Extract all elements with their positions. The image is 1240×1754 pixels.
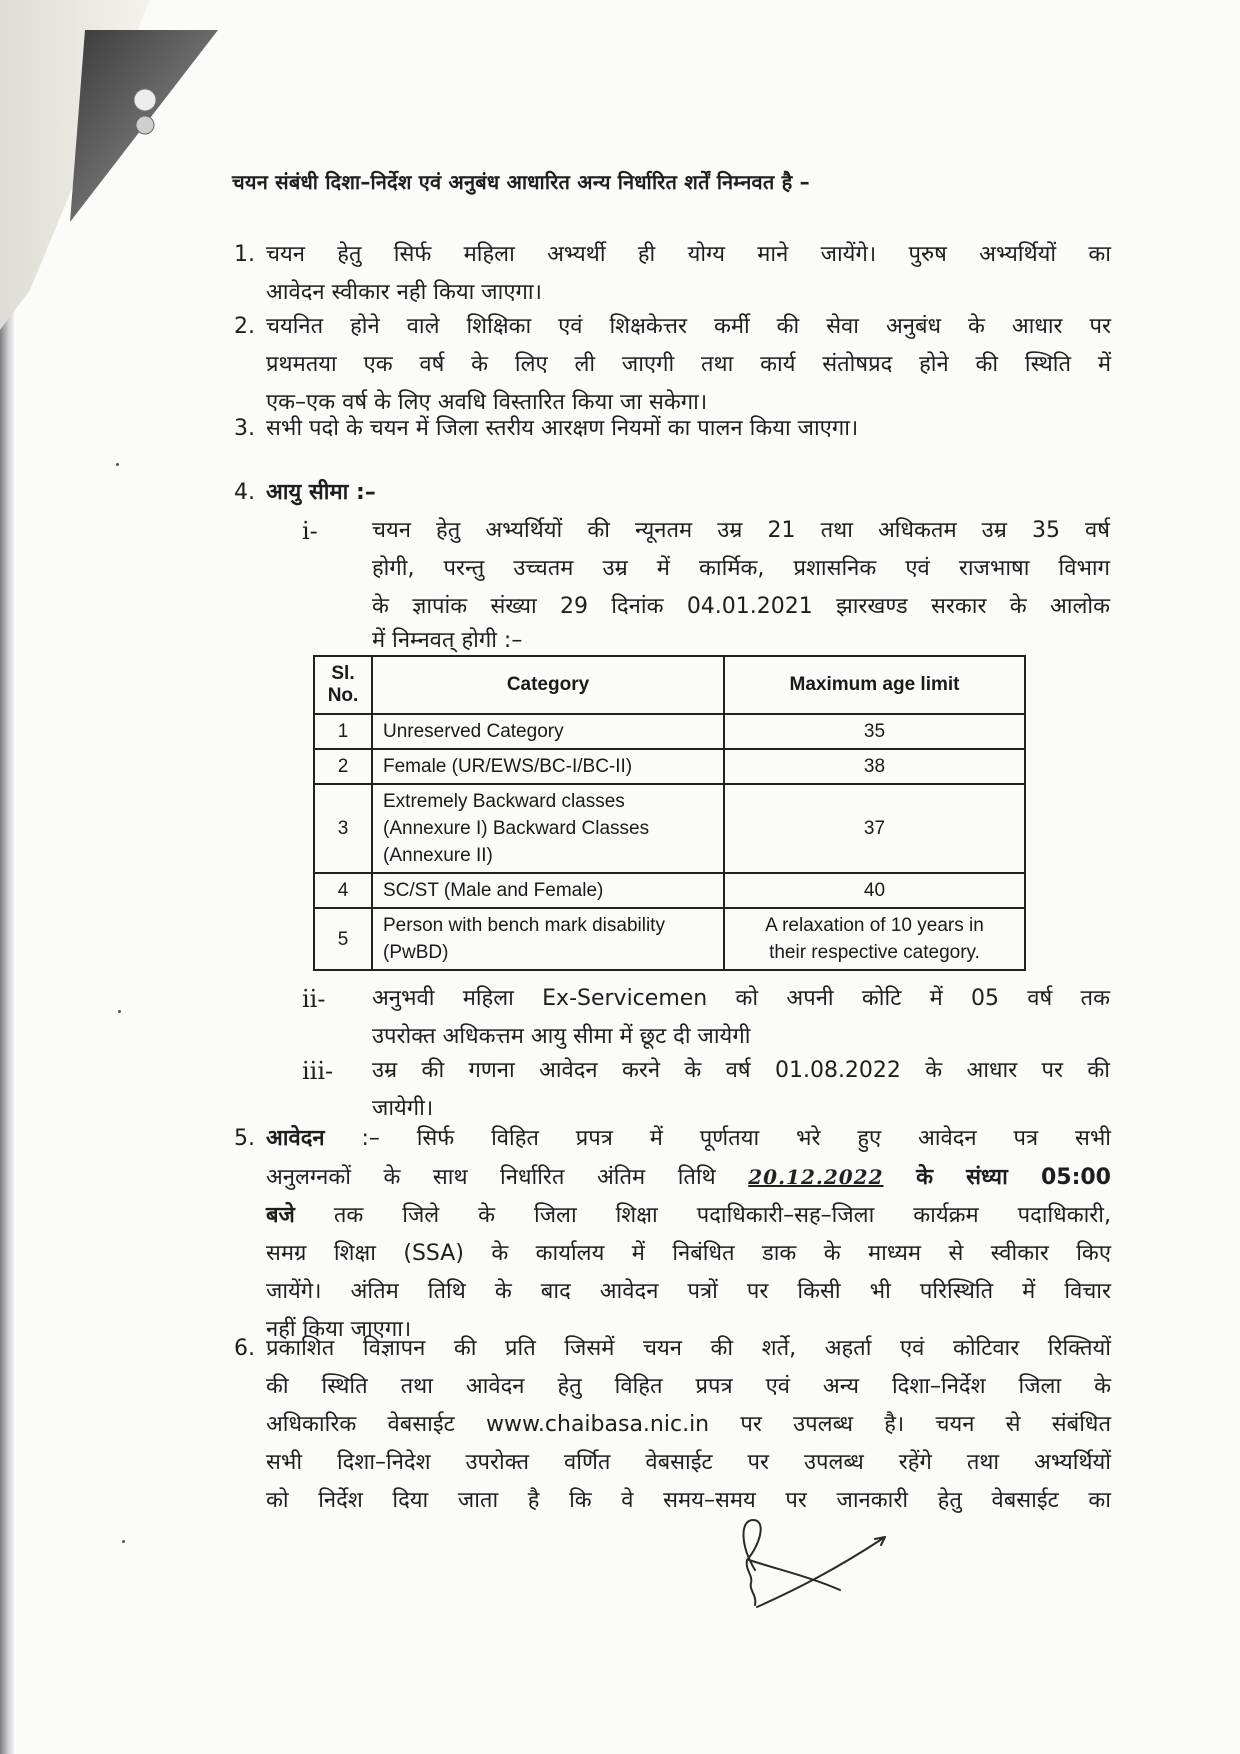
clause-number: 3. (234, 416, 255, 441)
clause-4-age-limit (234, 474, 1111, 512)
clause-line: चयन हेतु सिर्फ महिला अभ्यर्थी ही योग्य माने जायेंगे। पुरुष अभ्यर्थियों का (266, 242, 1111, 267)
subclause-iii (302, 1052, 1110, 1128)
clause-line: को निर्देश दिया जाता है कि वे समय–समय पर जानकारी हेतु वेबसाईट का (266, 1488, 1111, 1513)
clause-number: 1. (234, 242, 255, 267)
clause-line: जायेंगे। अंतिम तिथि के बाद आवेदन पत्रों पर किसी भी परिस्थिति में विचार (266, 1279, 1111, 1304)
clause-text: अनुलग्नकों के साथ निर्धारित अंतिम तिथि (266, 1165, 716, 1190)
subclause-line: में निम्नवत् होगी :– (372, 628, 523, 653)
clause-line (266, 1158, 1111, 1197)
clause-5-application (234, 1120, 1111, 1349)
cell-sl: 3 (314, 784, 372, 873)
cell-sl: 5 (314, 908, 372, 970)
cell-limit: 40 (724, 873, 1025, 908)
handwritten-last-date: 20.12.2022 (748, 1165, 884, 1189)
clause-line: चयनित होने वाले शिक्षिका एवं शिक्षकेत्तर कर्मी की सेवा अनुबंध के आधार पर (266, 314, 1111, 339)
clause-2 (234, 308, 1111, 422)
clause-line: समग्र शिक्षा (SSA) के कार्यालय में निबंधित डाक के माध्यम से स्वीकार किए (266, 1241, 1111, 1266)
subclause-line: अनुभवी महिला Ex-Servicemen को अपनी कोटि में 05 वर्ष तक (372, 986, 1110, 1011)
clause-number: 6. (234, 1336, 255, 1361)
subclause-line: के ज्ञापांक संख्या 29 दिनांक 04.01.2021 झारखण्ड सरकार के आलोक (372, 594, 1110, 619)
clause-number: 4. (234, 480, 255, 505)
table-row (314, 784, 1025, 873)
cell-limit-line: their respective category. (769, 942, 980, 963)
clause-line: सभी पदो के चयन में जिला स्तरीय आरक्षण नियमों का पालन किया जाएगा। (266, 416, 859, 441)
header-max-age: Maximum age limit (724, 656, 1025, 714)
clause-text: :– सिर्फ विहित प्रपत्र में पूर्णतया भरे हुए आवेदन पत्र सभी (361, 1126, 1111, 1151)
clause-1 (234, 236, 1111, 312)
cell-limit: 37 (724, 784, 1025, 873)
clause-number: 2. (234, 314, 255, 339)
clause-line: सभी दिशा–निदेश उपरोक्त वर्णित वेबसाईट पर उपलब्ध रहेंगे तथा अभ्यर्थियों (266, 1450, 1111, 1475)
clause-line (266, 1197, 1111, 1235)
cell-limit: 38 (724, 749, 1025, 784)
cell-category-line: Extremely Backward classes (383, 791, 625, 812)
subclause-line: होगी, परन्तु उच्चतम उम्र में कार्मिक, प्रशासनिक एवं राजभाषा विभाग (372, 556, 1110, 581)
clause-6-publication (234, 1330, 1111, 1520)
cell-category (372, 908, 724, 970)
cell-sl: 4 (314, 873, 372, 908)
clause-title: आवेदन (266, 1126, 325, 1151)
clause-3 (234, 410, 1111, 448)
clause-line: की स्थिति तथा आवेदन हेतु विहित प्रपत्र एवं अन्य दिशा–निर्देश जिला के (266, 1374, 1111, 1399)
scan-speck (122, 1540, 125, 1543)
cell-category: Unreserved Category (372, 714, 724, 749)
deadline-time: के संध्या 05:00 (916, 1165, 1111, 1190)
clause-line: प्रकाशित विज्ञापन की प्रति जिसमें चयन की शर्ते, अहर्ता एवं कोटिवार रिक्तियों (266, 1336, 1111, 1361)
age-limit-table (313, 655, 1026, 971)
scan-speck (116, 463, 119, 466)
cell-category (372, 784, 724, 873)
subclause-line: उपरोक्त अधिकत्तम आयु सीमा में छूट दी जायेगी (372, 1024, 751, 1049)
table-row (314, 873, 1025, 908)
clause-line: नहीं किया जाएगा। (266, 1317, 412, 1342)
deadline-time-suffix: बजे (266, 1203, 295, 1228)
scan-speck (118, 1010, 121, 1013)
table-row (314, 749, 1025, 784)
cell-category: Female (UR/EWS/BC-I/BC-II) (372, 749, 724, 784)
cell-category-line: (PwBD) (383, 942, 449, 963)
subclause-i (302, 512, 1110, 656)
cell-category-line: (Annexure I) Backward Classes (383, 818, 650, 839)
clause-line: एक–एक वर्ष के लिए अवधि विस्तारित किया जा सकेगा। (266, 390, 708, 415)
clause-line: अधिकारिक वेबसाईट www.chaibasa.nic.in पर उपलब्ध है। चयन से संबंधित (266, 1412, 1111, 1437)
signature (735, 1515, 895, 1615)
subclause-number: ii- (302, 985, 326, 1013)
clause-line: प्रथमतया एक वर्ष के लिए ली जाएगी तथा कार्य संतोषप्रद होने की स्थिति में (266, 352, 1111, 377)
cell-limit (724, 908, 1025, 970)
cell-category-line: (Annexure II) (383, 845, 493, 866)
header-sl-no: Sl. No. (314, 656, 372, 714)
subclause-line: जायेगी। (372, 1096, 434, 1121)
clause-line (266, 1120, 1111, 1158)
clause-text: तक जिले के जिला शिक्षा पदाधिकारी–सह–जिला कार्यक्रम पदाधिकारी, (333, 1203, 1111, 1228)
document-heading: चयन संबंधी दिशा–निर्देश एवं अनुबंध आधारित अन्य निर्धारित शर्तें निम्नवत है – (232, 170, 810, 194)
table-row (314, 908, 1025, 970)
cell-category-line: Person with bench mark disability (383, 915, 665, 936)
cell-sl: 1 (314, 714, 372, 749)
table-row (314, 714, 1025, 749)
clause-line: आवेदन स्वीकार नही किया जाएगा। (266, 280, 542, 305)
subclause-ii (302, 980, 1110, 1056)
subclause-number: i- (302, 517, 318, 545)
clause-title: आयु सीमा :– (266, 480, 376, 505)
cell-category: SC/ST (Male and Female) (372, 873, 724, 908)
cell-limit: 35 (724, 714, 1025, 749)
subclause-line: चयन हेतु अभ्यर्थियों की न्यूनतम उम्र 21 तथा अधिकतम उम्र 35 वर्ष (372, 518, 1110, 543)
header-category: Category (372, 656, 724, 714)
subclause-number: iii- (302, 1057, 334, 1085)
table-header-row (314, 656, 1025, 714)
cell-limit-line: A relaxation of 10 years in (765, 915, 984, 936)
subclause-line: उम्र की गणना आवेदन करने के वर्ष 01.08.2022 के आधार पर की (372, 1058, 1110, 1083)
cell-sl: 2 (314, 749, 372, 784)
clause-number: 5. (234, 1126, 255, 1151)
